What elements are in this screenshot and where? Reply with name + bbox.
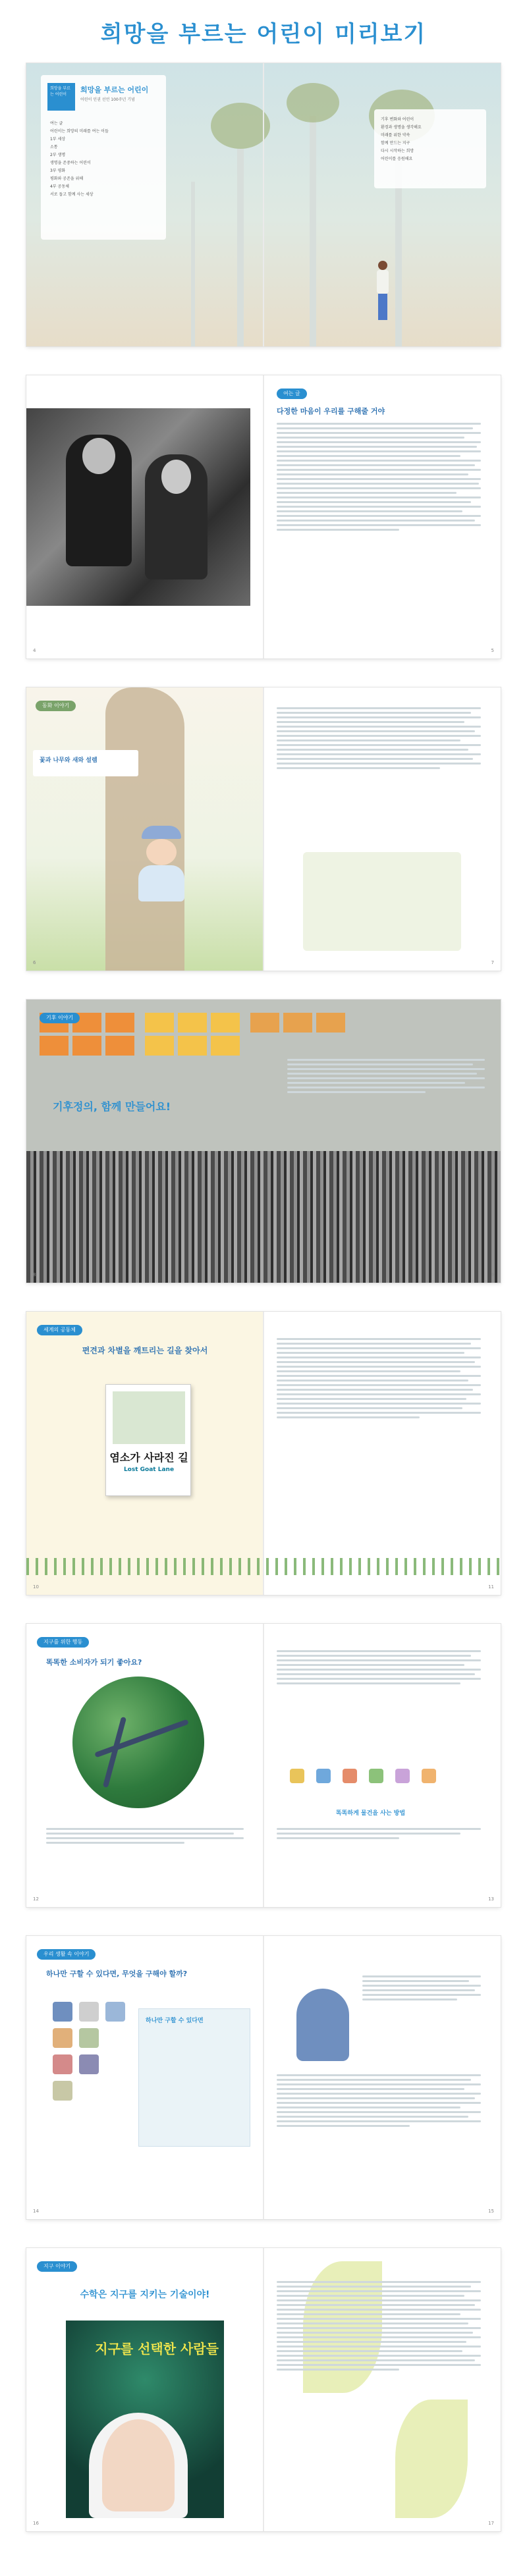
section-tag: 기후 이야기	[40, 1013, 80, 1023]
body-text	[46, 1828, 244, 1846]
book-title-en: Lost Goat Lane	[123, 1466, 175, 1473]
toc-item[interactable]: 평화와 공존을 위해	[50, 176, 84, 181]
page-number: 9	[491, 1272, 494, 1277]
boy-illustration	[132, 826, 191, 911]
body-text	[277, 423, 481, 533]
book-title: 지구를 선택한 사람들	[95, 2341, 219, 2357]
section-tag: 지구 이야기	[37, 2261, 77, 2272]
title-box	[33, 750, 138, 776]
book-cover[interactable]	[105, 1384, 191, 1496]
book-cover[interactable]	[138, 2008, 250, 2147]
page-number: 15	[488, 2209, 494, 2214]
toc-item[interactable]: 미래를 위한 약속	[381, 133, 410, 138]
hat-illustration	[296, 1989, 349, 2061]
page-number: 12	[33, 1896, 39, 1902]
body-text	[277, 707, 481, 772]
contents-left	[41, 75, 166, 240]
toc-item[interactable]: 환경과 생명을 생각해요	[381, 125, 422, 130]
section-tag: 지구를 위한 행동	[37, 1637, 89, 1648]
tree-trunk	[191, 182, 195, 346]
book-cover[interactable]	[66, 2321, 224, 2518]
body-text	[277, 2281, 481, 2373]
page-number: 7	[491, 960, 494, 965]
contents-title: 희망을 부르는 어린이	[80, 86, 149, 94]
author-photo	[26, 408, 250, 606]
section-heading: 똑똑한 소비자가 되기 좋아요?	[46, 1658, 142, 1667]
toc-item[interactable]: 기후 변화와 어린이	[381, 117, 414, 122]
toc-item[interactable]: 2부 생명	[50, 153, 66, 157]
section-tag: 세계의 공동체	[37, 1325, 82, 1335]
spread-story	[26, 687, 501, 971]
body-text	[287, 1059, 485, 1138]
page-number: 6	[33, 960, 36, 965]
page-number: 16	[33, 2521, 39, 2526]
toc-item[interactable]: 여는 글	[50, 121, 63, 126]
spread-earth	[26, 2248, 501, 2531]
spread-climate	[26, 1000, 501, 1283]
tree-trunk	[237, 149, 244, 346]
climate-title: 기후정의, 함께 만들어요!	[53, 1100, 171, 1113]
spread-intro	[26, 375, 501, 658]
toc-item[interactable]: 3부 평화	[50, 169, 66, 173]
body-text	[277, 1338, 481, 1421]
tree-trunk	[310, 116, 316, 346]
globe-illustration	[72, 1677, 204, 1808]
section-tag: 동화 이야기	[36, 701, 76, 711]
series-badge: 희망을 부르는 어린이	[47, 83, 75, 111]
page-number: 4	[33, 648, 36, 653]
spread-globe	[26, 1624, 501, 1907]
body-text	[362, 1975, 481, 2003]
contents-right	[374, 109, 486, 188]
page-number: 8	[33, 1272, 36, 1277]
contents-subtitle: 어린이 인권 선언 100주년 기념	[80, 97, 135, 102]
story-title: 꽃과 나무와 새와 설렘	[40, 757, 97, 764]
book-title: 염소가 사라진 길	[109, 1451, 188, 1464]
section-heading: 하나만 구할 수 있다면, 무엇을 구해야 할까?	[46, 1970, 188, 1978]
article-title: 다정한 마음이 우리를 구해줄 거야	[277, 407, 385, 416]
page-number: 5	[491, 648, 494, 653]
toc-item[interactable]: 어린이를 응원해요	[381, 157, 413, 161]
spread-contents	[26, 63, 501, 346]
child-illustration	[375, 261, 390, 327]
grass-decoration	[26, 1558, 501, 1575]
spread-book	[26, 1312, 501, 1595]
book-title: 하나만 구할 수 있다면	[146, 2018, 204, 2024]
toc-list-left	[50, 120, 159, 199]
kids-illustration	[303, 852, 461, 951]
toc-item[interactable]: 다시 시작하는 희망	[381, 149, 414, 153]
toc-item[interactable]: 4부 공동체	[50, 184, 69, 189]
page-number: 10	[33, 1584, 39, 1590]
body-text	[277, 2074, 481, 2130]
toc-item[interactable]: 어린이는 희망의 미래를 여는 이들	[50, 129, 109, 134]
body-text	[277, 1650, 481, 1687]
toc-item[interactable]: 서로 돕고 함께 사는 세상	[50, 192, 94, 197]
crowd-photo	[26, 1151, 501, 1283]
section-tag: 우리 생활 속 이야기	[37, 1949, 96, 1960]
toc-item[interactable]: 생명을 존중하는 어린이	[50, 161, 91, 165]
section-heading: 수학은 지구를 지키는 기술이야!	[80, 2290, 210, 2300]
leaf-decoration	[395, 2400, 468, 2518]
page-number: 11	[488, 1584, 494, 1590]
tree-crown	[287, 83, 339, 122]
page-number: 14	[33, 2209, 39, 2214]
spread-items	[26, 1936, 501, 2219]
page-title: 희망을 부르는 어린이 미리보기	[100, 20, 427, 47]
story-illustration	[26, 687, 263, 971]
section-heading: 편견과 차별을 깨트리는 길을 찾아서	[82, 1346, 208, 1355]
section-subheading: 똑똑하게 물건을 사는 방법	[336, 1810, 406, 1817]
tree-crown	[211, 103, 270, 149]
body-text	[277, 1828, 481, 1842]
page-number: 13	[488, 1896, 494, 1902]
toc-item[interactable]: 소통	[50, 145, 58, 149]
section-tag: 여는 글	[277, 389, 307, 399]
page-number: 17	[488, 2521, 494, 2526]
toc-item[interactable]: 함께 만드는 지구	[381, 141, 410, 146]
toc-item[interactable]: 1부 세상	[50, 137, 66, 142]
